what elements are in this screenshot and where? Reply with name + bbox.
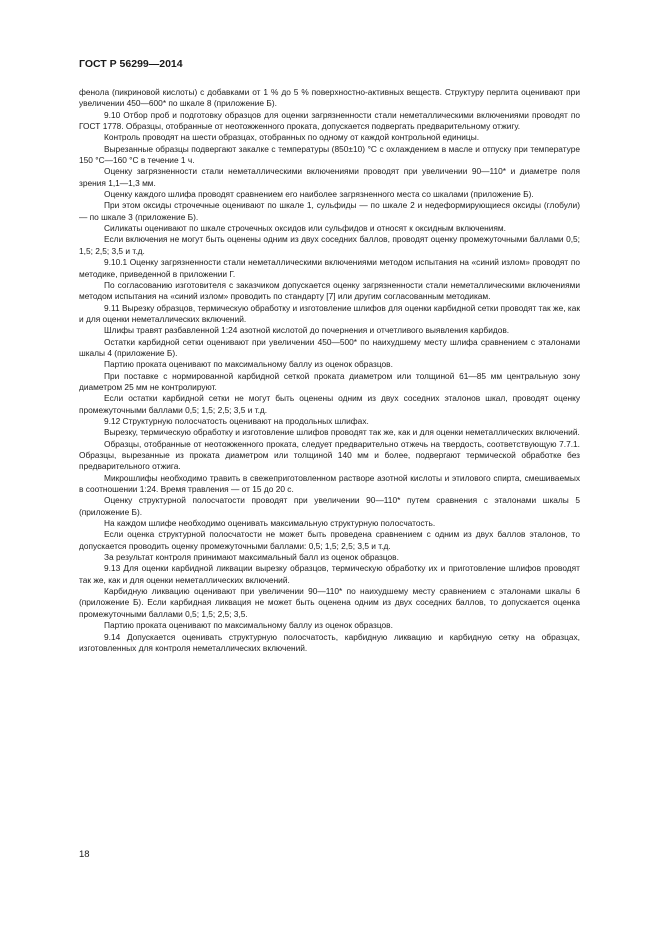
paragraph: Силикаты оценивают по шкале строчечных оксидов или сульфидов и относят к оксидным включениям.	[104, 223, 506, 234]
standard-header: ГОСТ Р 56299—2014	[79, 58, 183, 70]
paragraph: Если включения не могут быть оценены одним из двух соседних баллов, проводят оценку промежуточными баллами 0,5; 1,5; 2,5; 3,5 и т.д.	[79, 234, 580, 256]
paragraph: Контроль проводят на шести образцах, отобранных по одному от каждой контрольной единицы.	[104, 132, 480, 143]
paragraph: 9.10 Отбор проб и подготовку образцов для оценки загрязненности стали неметаллическими включениями проводят по ГОСТ 1778. Образцы, отобранные от неотожженного проката, допускается подвергать предварительному отжигу.	[79, 109, 580, 132]
paragraph: Вырезанные образцы подвергают закалке с температуры (850±10) °С с охлаждением в масле и отпуску при температуре 150 °С—160 °С в течение 1 ч.	[79, 143, 580, 166]
paragraph: Если остатки карбидной сетки не могут быть оценены одним из двух соседних эталонов шкал, проводят оценку промежуточными баллами 0,5; 1,5; 2,5; 3,5 и т.д.	[79, 393, 580, 415]
page-number: 18	[79, 849, 90, 860]
paragraph: 9.11 Вырезку образцов, термическую обработку и изготовление шлифов для оценки карбидной сетки проводят так же, как и для оценки неметаллических включений.	[79, 302, 580, 324]
paragraph: Микрошлифы необходимо травить в свежеприготовленном растворе азотной кислоты и этилового спирта, смешиваемых в соотношении 1:24. Время травления — от 15 до 20 с.	[79, 472, 580, 495]
paragraph: Если оценка структурной полосчатости не может быть проведена сравнением с одним из двух баллов эталонов, то допускается проводить оценку промежуточными баллами: 0,5; 1,5; 2,5; 3,5 и т.д.	[79, 529, 580, 551]
paragraph: 9.14 Допускается оценивать структурную полосчатость, карбидную ликвацию и карбидную сетку на образцах, изготовленных для контроля неметаллических включений.	[79, 631, 580, 653]
paragraph: Шлифы травят разбавленной 1:24 азотной кислотой до почернения и отчетливого выявления карбидов.	[104, 325, 510, 336]
paragraph: Партию проката оценивают по максимальному баллу из оценок образцов.	[104, 620, 393, 631]
paragraph: 9.12 Структурную полосчатость оценивают на продольных шлифах.	[104, 415, 369, 426]
paragraph: Оценку каждого шлифа проводят сравнением его наиболее загрязненного места со шкалами (приложение Б).	[104, 189, 534, 200]
body-text	[79, 87, 580, 654]
paragraph: Остатки карбидной сетки оценивают при увеличении 450—500* по наихудшему месту шлифа сравнением с эталонами шкалы 4 (приложение Б).	[79, 336, 580, 358]
paragraph: По согласованию изготовителя с заказчиком допускается оценку загрязненности стали неметаллическими включениями методом испытания на «синий излом» проводить по стандарту [7] или другим согласованным методикам.	[79, 279, 580, 302]
paragraph: При поставке с нормированной карбидной сеткой проката диаметром или толщиной 61—85 мм центральную зону диаметром 25 мм не контролируют.	[79, 370, 580, 392]
paragraph: Вырезку, термическую обработку и изготовление шлифов проводят так же, как и для оценки неметаллических включений.	[104, 427, 580, 438]
paragraph: На каждом шлифе необходимо оценивать максимальную структурную полосчатость.	[104, 518, 436, 529]
paragraph: фенола (пикриновой кислоты) с добавками от 1 % до 5 % поверхностно-активных веществ. Структуру перлита оценивают при увеличении 450—600* по шкале 8 (приложение Б).	[79, 87, 580, 109]
paragraph: Оценку структурной полосчатости проводят при увеличении 90—110* путем сравнения с эталонами шкалы 5 (приложение Б).	[79, 495, 580, 517]
paragraph: 9.13 Для оценки карбидной ликвации вырезку образцов, термическую обработку их и приготовление шлифов проводят так же, как и для оценки неметаллических включений.	[79, 563, 580, 585]
paragraph: Партию проката оценивают по максимальному баллу из оценок образцов.	[104, 359, 393, 370]
paragraph: Карбидную ликвацию оценивают при увеличении 90—110* по наихудшему месту сравнением с эталонами шкалы 6 (приложение Б). Если карбидная ликвация не может быть оценена одним из двух соседних баллов, то допускается оценка промежуточными баллами 0,5; 1,5; 2,5; 3,5.	[79, 586, 580, 619]
paragraph: 9.10.1 Оценку загрязненности стали неметаллическими включениями методом испытания на «синий излом» проводят по методике, приведенной в приложении Г.	[79, 257, 580, 279]
paragraph: Оценку загрязненности стали неметаллическими включениями проводят при увеличении 90—110* и диаметре поля зрения 1,1—1,3 мм.	[79, 166, 580, 188]
paragraph: Образцы, отобранные от неотожженного проката, следует предварительно отжечь на твердость, соответствующую 7.7.1. Образцы, вырезанные из проката диаметром или толщиной 140 мм и более, подвергают термической обработке без предварительного отжига.	[79, 438, 580, 472]
paragraph: При этом оксиды строчечные оценивают по шкале 1, сульфиды — по шкале 2 и недеформирующиеся оксиды (глобули) — по шкале 3 (приложение Б).	[79, 200, 580, 222]
paragraph: За результат контроля принимают максимальный балл из оценок образцов.	[104, 552, 399, 563]
